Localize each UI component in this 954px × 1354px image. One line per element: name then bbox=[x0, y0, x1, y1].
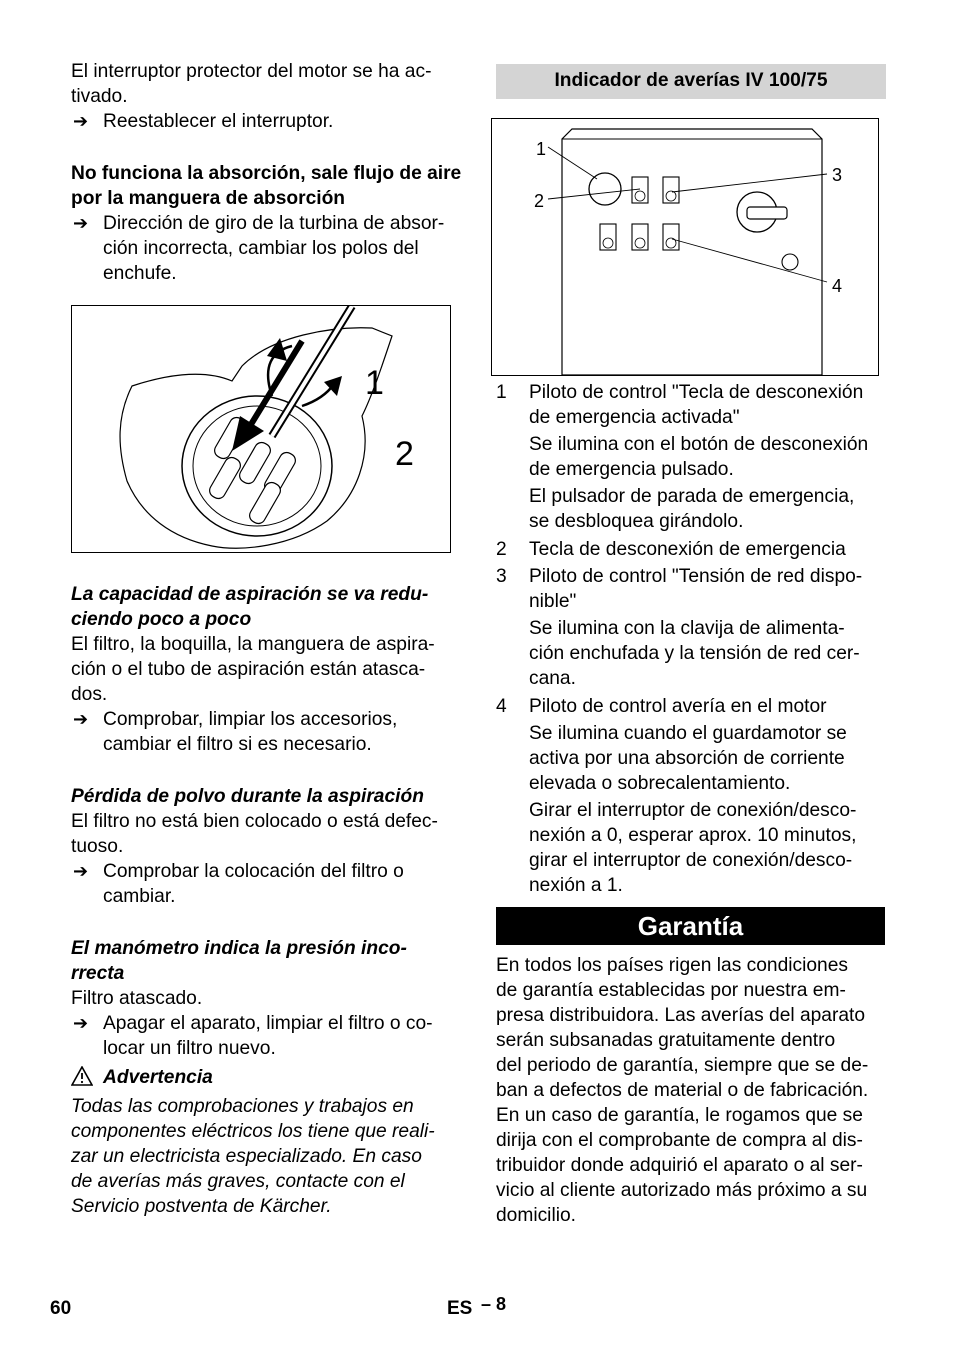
control-panel-figure bbox=[491, 118, 879, 376]
legend-number: 4 bbox=[496, 696, 507, 717]
arrow-right-icon: ➔ bbox=[73, 213, 89, 233]
legend-text: Piloto de control "Tensión de red dispo- nible" bbox=[529, 566, 863, 612]
legend-number: 2 bbox=[496, 539, 507, 560]
dust-loss-text: El filtro no está bien colocado o está defec- tuoso. bbox=[71, 811, 438, 857]
section-fault-indicator: Indicador de averías IV 100/75 bbox=[496, 64, 886, 99]
plug-rotation-illustration bbox=[72, 306, 450, 552]
manometer-text: Filtro atascado. bbox=[71, 988, 203, 1009]
bullet-text: Comprobar, limpiar los accesorios, cambiar el filtro si es necesario. bbox=[103, 709, 398, 755]
bullet-text: Dirección de giro de la turbina de absor- ción incorrecta, cambiar los polos del enchufe. bbox=[103, 213, 445, 284]
bullet-text: Reestablecer el interruptor. bbox=[103, 111, 334, 132]
left-column bbox=[71, 59, 463, 1219]
heading-manometer: El manómetro indica la presión inco- rrecta bbox=[71, 938, 407, 984]
arrow-right-icon: ➔ bbox=[73, 1013, 89, 1033]
figure-label-2: 2 bbox=[395, 435, 414, 473]
bullet-turbine bbox=[71, 211, 463, 286]
suction-decreasing-text: El filtro, la boquilla, la manguera de aspira- ción o el tubo de aspiración están atasca- dos. bbox=[71, 634, 435, 705]
plug-rotation-figure bbox=[71, 305, 451, 553]
page-number: 60 bbox=[50, 1298, 72, 1319]
section-page: – 8 bbox=[481, 1294, 507, 1314]
bullet-text: Comprobar la colocación del filtro o cambiar. bbox=[103, 861, 404, 907]
arrow-right-icon: ➔ bbox=[73, 111, 89, 131]
legend-sub-3a: Se ilumina con la clavija de alimenta- ción enchufada y la tensión de red cer- cana. bbox=[529, 618, 860, 689]
bullet-text: Apagar el aparato, limpiar el filtro o co- locar un filtro nuevo. bbox=[103, 1013, 433, 1059]
bullet-check-filter bbox=[71, 859, 463, 909]
legend-text: Piloto de control avería en el motor bbox=[529, 696, 827, 717]
arrow-right-icon: ➔ bbox=[73, 861, 89, 881]
legend-sub-1b: El pulsador de parada de emergencia, se desbloquea girándolo. bbox=[529, 486, 855, 532]
legend-sub-4a: Se ilumina cuando el guardamotor se activa por una absorción de corriente elevada o sobrecalentamiento. bbox=[529, 723, 847, 794]
warning-title-row bbox=[71, 1065, 463, 1090]
figure-label-4: 4 bbox=[832, 276, 843, 296]
control-panel-illustration bbox=[492, 119, 878, 375]
bullet-reset bbox=[71, 109, 463, 134]
figure-label-1: 1 bbox=[536, 139, 547, 159]
legend-item-2 bbox=[496, 537, 886, 562]
bullet-turn-off bbox=[71, 1011, 463, 1061]
legend-number: 3 bbox=[496, 566, 507, 587]
legend-sub-4b: Girar el interruptor de conexión/desco- nexión a 0, esperar aprox. 10 minutos, girar el interruptor de conexión/desco- nexión a 1. bbox=[529, 800, 857, 896]
warranty-text: En todos los países rigen las condiciones de garantía establecidas por nuestra em- presa distribuidora. Las averías del aparato serán subsanadas gratuitamente dentro del periodo de garantía, siempre que se de- ban a defectos de material o de fabricación. En un caso de garantía, le rogamos que se dirija con el comprobante de compra al dis- tribuidor donde adquirió el aparato o al ser- vicio al cliente autorizado más próximo a su domicilio. bbox=[496, 955, 869, 1226]
bullet-check-accessories bbox=[71, 707, 463, 757]
legend-text: Tecla de desconexión de emergencia bbox=[529, 539, 846, 560]
warning-title: Advertencia bbox=[103, 1067, 213, 1088]
legend-item-3 bbox=[496, 564, 886, 614]
heading-suction-decreasing: La capacidad de aspiración se va redu- ciendo poco a poco bbox=[71, 584, 429, 630]
warning-text: Todas las comprobaciones y trabajos en componentes eléctricos los tiene que reali- zar un electricista especializado. En caso de averías más graves, contacte con el Servicio postventa de Kärcher. bbox=[71, 1096, 435, 1217]
section-warranty: Garantía bbox=[496, 907, 885, 945]
figure-label-3: 3 bbox=[832, 165, 843, 185]
arrow-right-icon: ➔ bbox=[73, 709, 89, 729]
right-column bbox=[496, 64, 886, 1228]
legend-sub-1a: Se ilumina con el botón de desconexión de emergencia pulsado. bbox=[529, 434, 869, 480]
heading-dust-loss: Pérdida de polvo durante la aspiración bbox=[71, 786, 424, 807]
figure-label-1: 1 bbox=[365, 364, 384, 402]
legend-number: 1 bbox=[496, 382, 507, 403]
heading-no-suction: No funciona la absorción, sale flujo de aire por la manguera de absorción bbox=[71, 163, 462, 209]
warning-triangle-icon bbox=[71, 1066, 93, 1093]
legend-item-1 bbox=[496, 380, 886, 430]
motor-protector-text: El interruptor protector del motor se ha ac- tivado. bbox=[71, 61, 432, 107]
language-code: ES bbox=[447, 1298, 473, 1319]
legend-list bbox=[496, 380, 886, 898]
legend-text: Piloto de control "Tecla de desconexión de emergencia activada" bbox=[529, 382, 864, 428]
figure-label-2: 2 bbox=[534, 191, 545, 211]
legend-item-4 bbox=[496, 694, 886, 719]
